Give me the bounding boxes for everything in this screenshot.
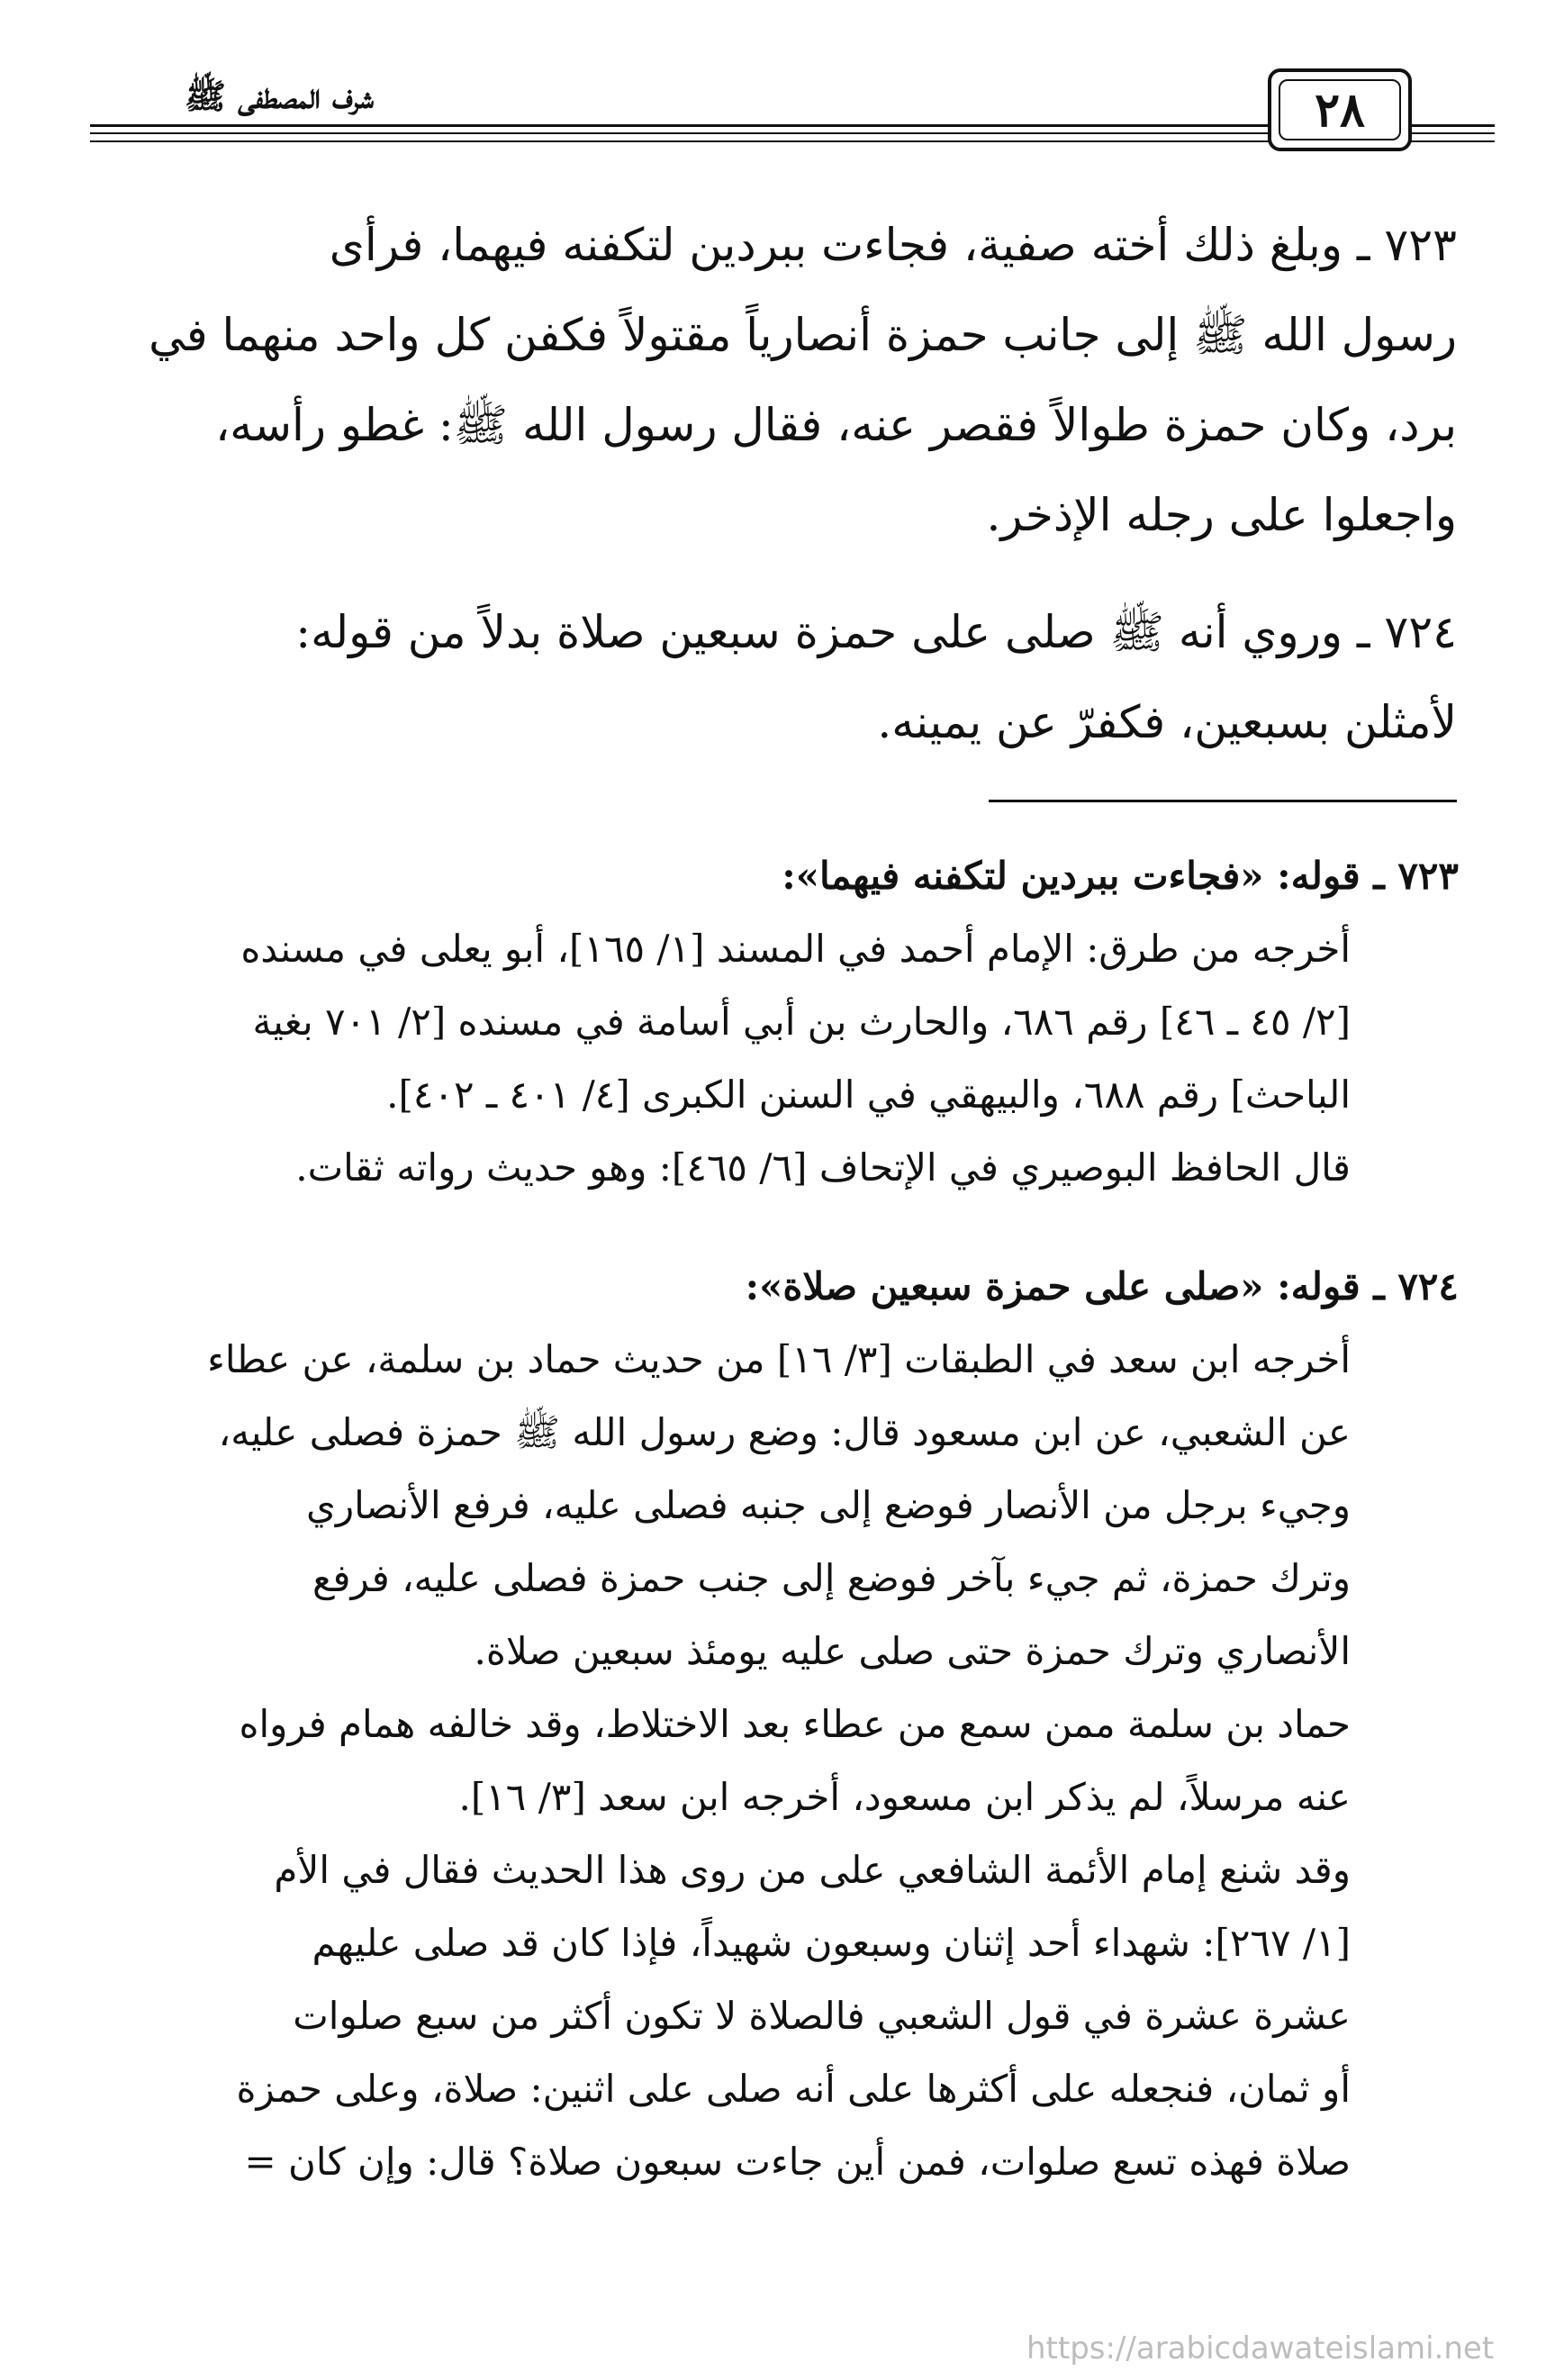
text-line: رسول الله ﷺ إلى جانب حمزة أنصارياً مقتولاً فكفن كل واحد منهما في — [149, 309, 1457, 361]
footnote-line: [٢/ ٤٥ ـ ٤٦] رقم ٦٨٦، والحارث بن أبي أسامة في مسنده [٢/ ٧٠١ بغية — [252, 1000, 1351, 1044]
page-number: ٢٨ — [1279, 79, 1401, 140]
main-text — [106, 200, 1457, 560]
footnote-line: حماد بن سلمة ممن سمع من عطاء بعد الاختلاط، وقد خالفه همام فرواه — [239, 1702, 1351, 1746]
footnotes — [99, 839, 1459, 1204]
footnote-line: وترك حمزة، ثم جيء بآخر فوضع إلى جنب حمزة فصلى عليه، فرفع — [312, 1556, 1351, 1600]
footnote-line: عن الشعبي، عن ابن مسعود قال: وضع رسول الله ﷺ حمزة فصلى عليه، — [218, 1410, 1351, 1454]
footnote-line: أو ثمان، فنجعله على أكثرها على أنه صلى على اثنين: صلاة، وعلى حمزة — [236, 2067, 1351, 2111]
text-line: ٧٢٤ ـ وروي أنه ﷺ صلى على حمزة سبعين صلاة بدلاً من قوله: — [295, 606, 1457, 658]
footnote-line: أخرجه من طرق: الإمام أحمد في المسند [١/ ١٦٥]، أبو يعلى في مسنده — [240, 927, 1351, 971]
running-title: شرف المصطفى ﷺ — [185, 76, 374, 116]
text-line: ٧٢٣ ـ وبلغ ذلك أخته صفية، فجاءت ببردين لتكفنه فيهما، فرأى — [329, 219, 1457, 271]
footnote-line: الباحث] رقم ٦٨٨، والبيهقي في السنن الكبرى [٤/ ٤٠١ ـ ٤٠٢]. — [386, 1072, 1351, 1117]
text-line: برد، وكان حمزة طوالاً فقصر عنه، فقال رسول الله ﷺ: غطو رأسه، — [215, 399, 1457, 451]
footnotes — [99, 1250, 1459, 2198]
footnote-line: قال الحافظ البوصيري في الإتحاف [٦/ ٤٦٥]: وهو حديث رواته ثقات. — [295, 1145, 1351, 1190]
footnote-line: عنه مرسلاً، لم يذكر ابن مسعود، أخرجه ابن سعد [٣/ ١٦]. — [458, 1775, 1351, 1819]
footnote-line: [١/ ٢٦٧]: شهداء أحد إثنان وسبعون شهيداً، فإذا كان قد صلى عليهم — [312, 1921, 1351, 1965]
footnote-heading: ٧٢٣ ـ قوله: «فجاءت ببردين لتكفنه فيهما»: — [782, 854, 1459, 898]
page-number-frame — [1268, 68, 1412, 151]
main-text — [106, 587, 1457, 767]
footnote-heading: ٧٢٤ ـ قوله: «صلى على حمزة سبعين صلاة»: — [745, 1264, 1459, 1308]
footnote-separator — [989, 800, 1457, 802]
footnote-line: وجيء برجل من الأنصار فوضع إلى جنبه فصلى عليه، فرفع الأنصاري — [305, 1483, 1351, 1527]
footnote-line: عشرة عشرة في قول الشعبي فالصلاة لا تكون أكثر من سبع صلوات — [293, 1994, 1351, 2038]
footnote-line: وقد شنع إمام الأئمة الشافعي على من روى هذا الحديث فقال في الأم — [274, 1848, 1351, 1892]
footnote-line: الأنصاري وترك حمزة حتى صلى عليه يومئذ سبعين صلاة. — [474, 1629, 1351, 1673]
watermark-url: https://arabicdawateislami.net — [1026, 2330, 1495, 2366]
text-line: واجعلوا على رجله الإذخر. — [986, 489, 1457, 541]
footnote-line: أخرجه ابن سعد في الطبقات [٣/ ١٦] من حديث حماد بن سلمة، عن عطاء — [207, 1337, 1351, 1381]
footnote-line: صلاة فهذه تسع صلوات، فمن أين جاءت سبعون صلاة؟ قال: وإن كان = — [244, 2140, 1351, 2184]
text-line: لأمثلن بسبعين، فكفرّ عن يمينه. — [877, 696, 1457, 748]
